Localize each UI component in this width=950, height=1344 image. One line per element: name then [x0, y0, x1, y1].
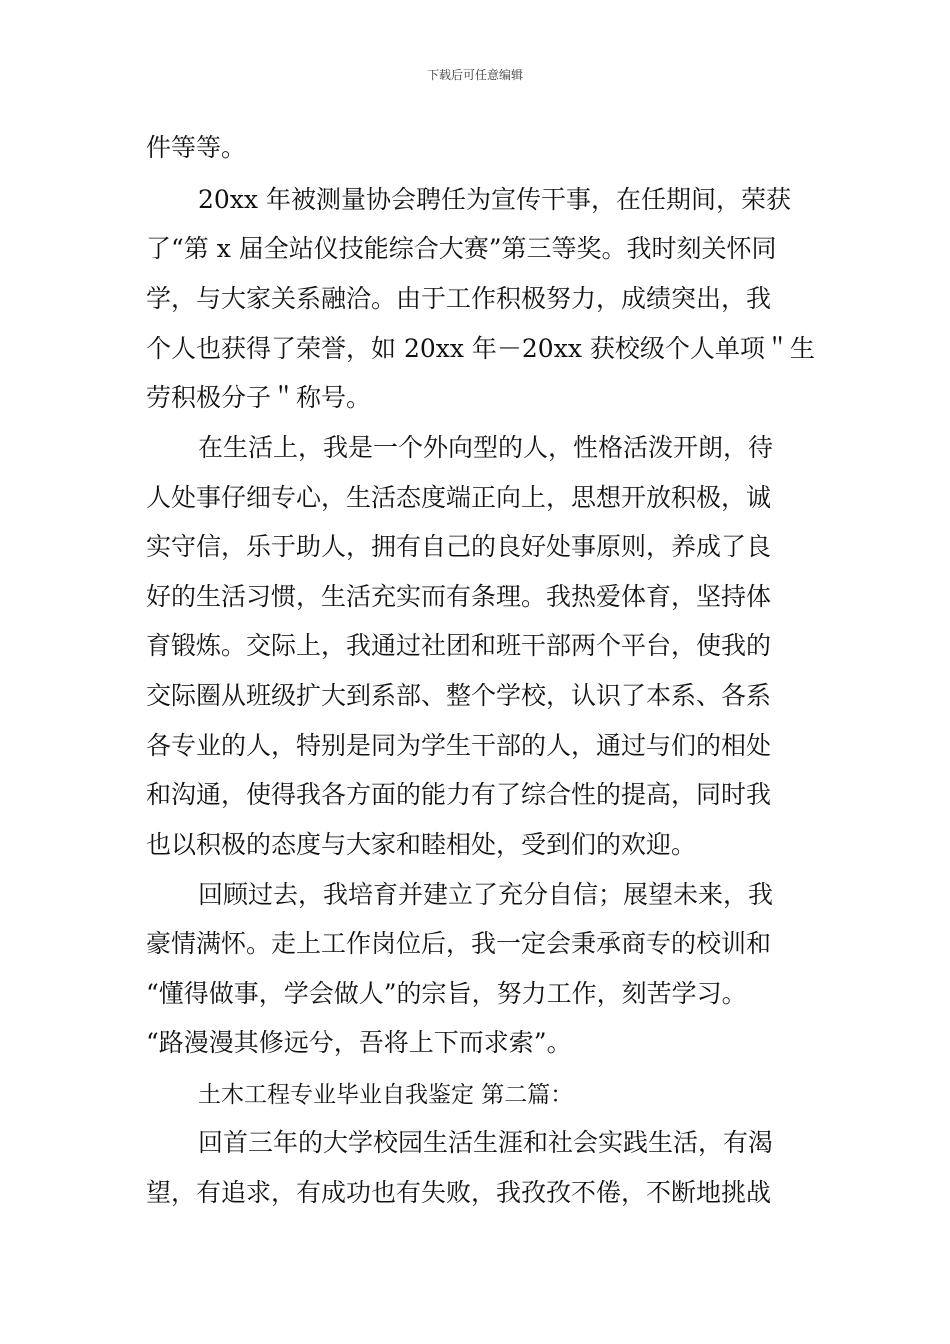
page-header: 下载后可任意编辑 [426, 68, 523, 82]
text-line: 件等等。 [146, 133, 247, 162]
text-line: “路漫漫其修远兮，吾将上下而求索”。 [146, 1028, 572, 1057]
text-line: 育锻炼。交际上，我通过社团和班干部两个平台，使我的 [146, 631, 772, 660]
text-line: 人处事仔细专心，生活态度端正向上，思想开放积极，诚 [146, 483, 772, 512]
text-line: 也以积极的态度与大家和睦相处，受到们的欢迎。 [146, 830, 697, 859]
text-line: 了“第 x 届全站仪技能综合大赛”第三等奖。我时刻关怀同 [146, 234, 777, 263]
text-line: 实守信，乐于助人，拥有自己的良好处事原则，养成了良 [146, 532, 772, 561]
paragraph-first-line: 在生活上，我是一个外向型的人，性格活泼开朗，待 [198, 433, 774, 462]
text-line: 劳积极分子＂称号。 [146, 383, 372, 412]
text-line: “懂得做事，学会做人”的宗旨，努力工作，刻苦学习。 [146, 979, 747, 1008]
text-line: 好的生活习惯，生活充实而有条理。我热爱体育，坚持体 [146, 582, 772, 611]
section-heading: 土木工程专业毕业自我鉴定 第二篇： [198, 1082, 574, 1108]
text-line: 各专业的人，特别是同为学生干部的人，通过与们的相处 [146, 731, 772, 760]
paragraph-first-line: 回首三年的大学校园生活生涯和社会实践生活，有渴 [198, 1128, 774, 1157]
text-line: 学，与大家关系融洽。由于工作积极努力，成绩突出，我 [146, 284, 772, 313]
text-line: 交际圈从班级扩大到系部、整个学校，认识了本系、各系 [146, 681, 772, 710]
text-line: 豪情满怀。走上工作岗位后，我一定会秉承商专的校训和 [146, 929, 772, 958]
text-line: 和沟通，使得我各方面的能力有了综合性的提高，同时我 [146, 780, 772, 809]
paragraph-first-line: 20xx 年被测量协会聘任为宣传干事，在任期间，荣获 [198, 185, 791, 214]
text-line: 望，有追求，有成功也有失败，我孜孜不倦，不断地挑战 [146, 1178, 772, 1207]
text-line: 个人也获得了荣誉，如 20xx 年－20xx 获校级个人单项＂生 [146, 334, 815, 363]
paragraph-first-line: 回顾过去，我培育并建立了充分自信；展望未来，我 [198, 880, 774, 909]
